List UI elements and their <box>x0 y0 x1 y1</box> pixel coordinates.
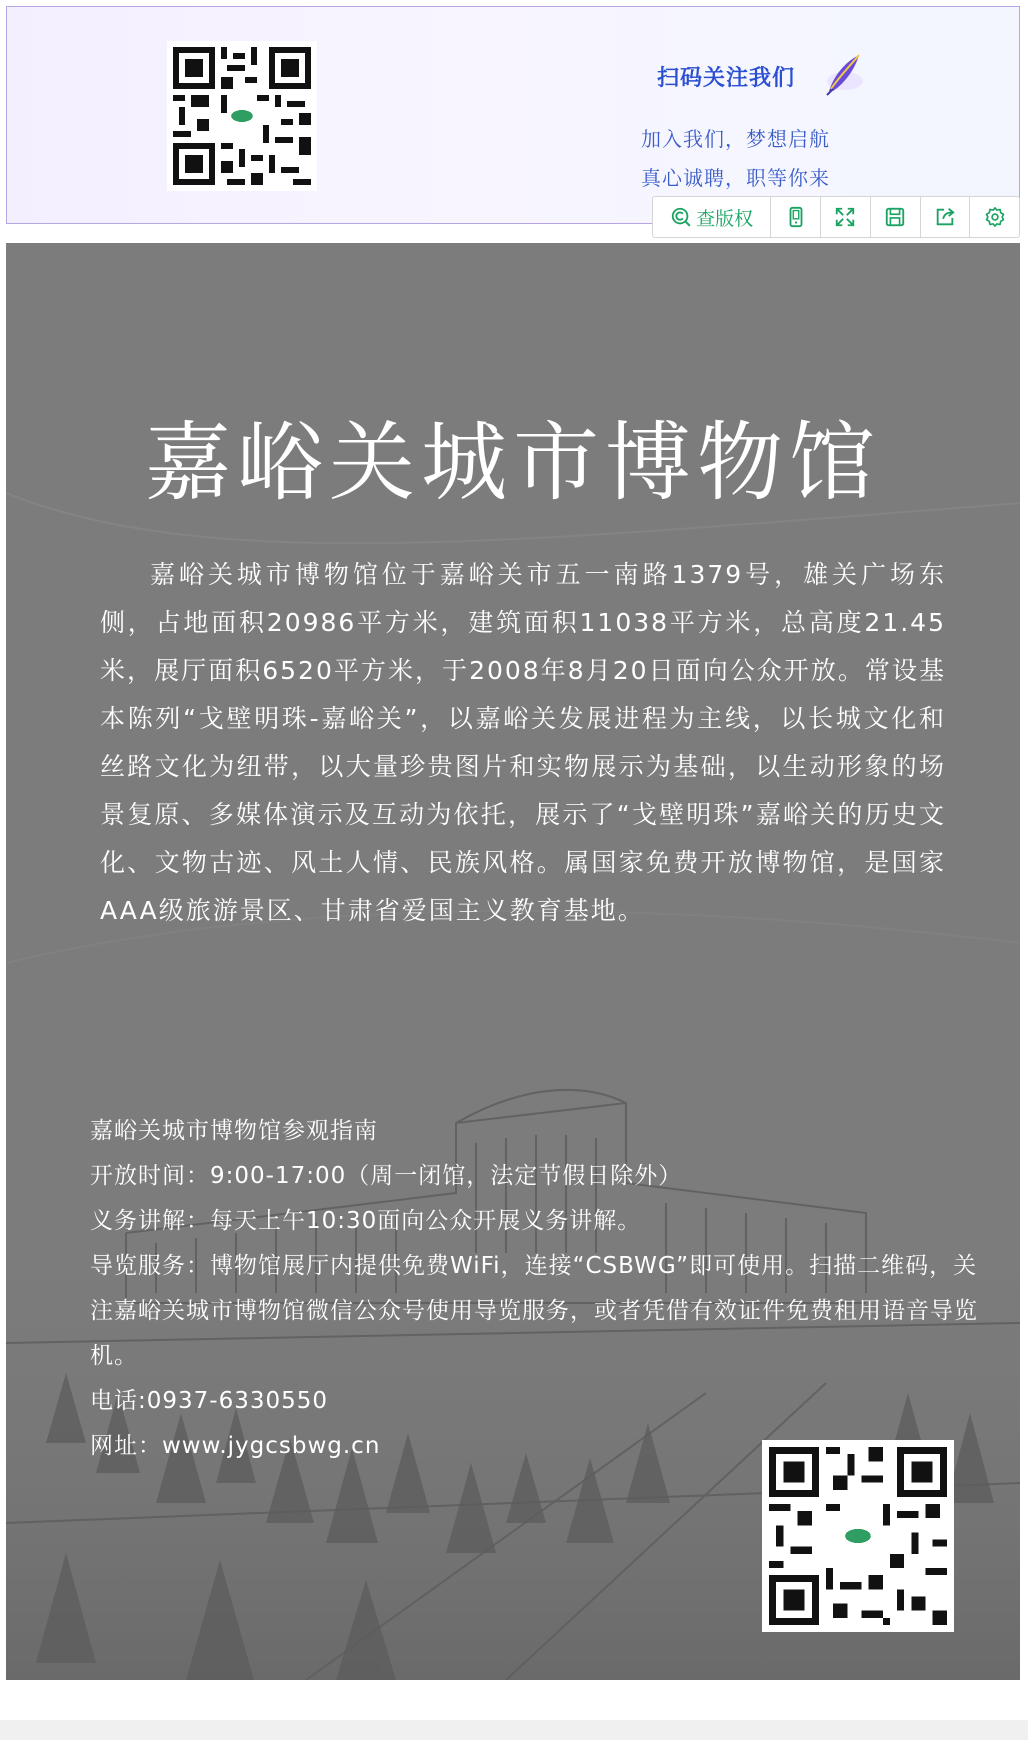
share-button[interactable] <box>921 197 971 237</box>
banner-slogan-1: 加入我们，梦想启航 <box>641 127 830 151</box>
copyright-label: 查版权 <box>696 207 754 230</box>
phone-number: 电话:0937-6330550 <box>90 1388 329 1414</box>
share-icon <box>934 206 956 228</box>
feather-icon <box>815 51 867 97</box>
copyright-button[interactable] <box>653 197 771 237</box>
poster-title: 嘉峪关城市博物馆 <box>145 413 881 513</box>
guided-tour-info: 义务讲解：每天上午10:30面向公众开展义务讲解。 <box>90 1208 642 1234</box>
mobile-icon <box>785 206 807 228</box>
website-url: 网址：www.jygcsbwg.cn <box>90 1433 381 1459</box>
mobile-view-button[interactable] <box>771 197 821 237</box>
visit-guide <box>90 1109 990 1469</box>
qr-code-icon <box>762 1440 954 1632</box>
article-toolbar <box>652 196 1020 238</box>
recruitment-banner <box>6 6 1020 224</box>
guide-service-info: 导览服务：博物馆展厅内提供免费WiFi，连接“CSBWG”即可使用。扫描二维码，关注嘉峪关城市博物馆微信公众号使用导览服务，或者凭借有效证件免费租用语音导览机。 <box>90 1253 978 1369</box>
museum-introduction: 嘉峪关城市博物馆位于嘉峪关市五一南路1379号，雄关广场东侧，占地面积20986平方米，建筑面积11038平方米，总高度21.45米，展厅面积6520平方米，于2008年8月20日面向公众开放。常设基本陈列“戈壁明珠-嘉峪关”，以嘉峪关发展进程为主线，以长城文化和丝路文化为纽带，以大量珍贵图片和实物展示为基础，以生动形象的场景复原、多媒体演示及互动为依托，展示了“戈壁明珠”嘉峪关的历史文化、文物古迹、风土人情、民族风格。属国家免费开放博物馆，是国家AAA级旅游景区、甘肃省爱国主义教育基地。 <box>100 560 946 925</box>
opening-hours: 开放时间：9:00-17:00（周一闭馆，法定节假日除外） <box>90 1163 683 1189</box>
save-button[interactable] <box>871 197 921 237</box>
museum-qr-code <box>762 1440 954 1632</box>
save-icon <box>884 206 906 228</box>
guide-heading: 嘉峪关城市博物馆参观指南 <box>90 1118 378 1144</box>
banner-qr-code <box>167 41 317 191</box>
banner-slogan-2: 真心诚聘，职等你来 <box>641 166 830 190</box>
fullscreen-button[interactable] <box>821 197 871 237</box>
expand-icon <box>834 206 856 228</box>
gear-icon <box>984 206 1006 228</box>
settings-button[interactable] <box>970 197 1019 237</box>
museum-poster <box>6 243 1020 1680</box>
qr-code-icon <box>167 41 317 191</box>
banner-title: 扫码关注我们 <box>657 66 796 91</box>
copyright-search-icon <box>670 206 692 228</box>
footer-strip <box>0 1720 1028 1740</box>
